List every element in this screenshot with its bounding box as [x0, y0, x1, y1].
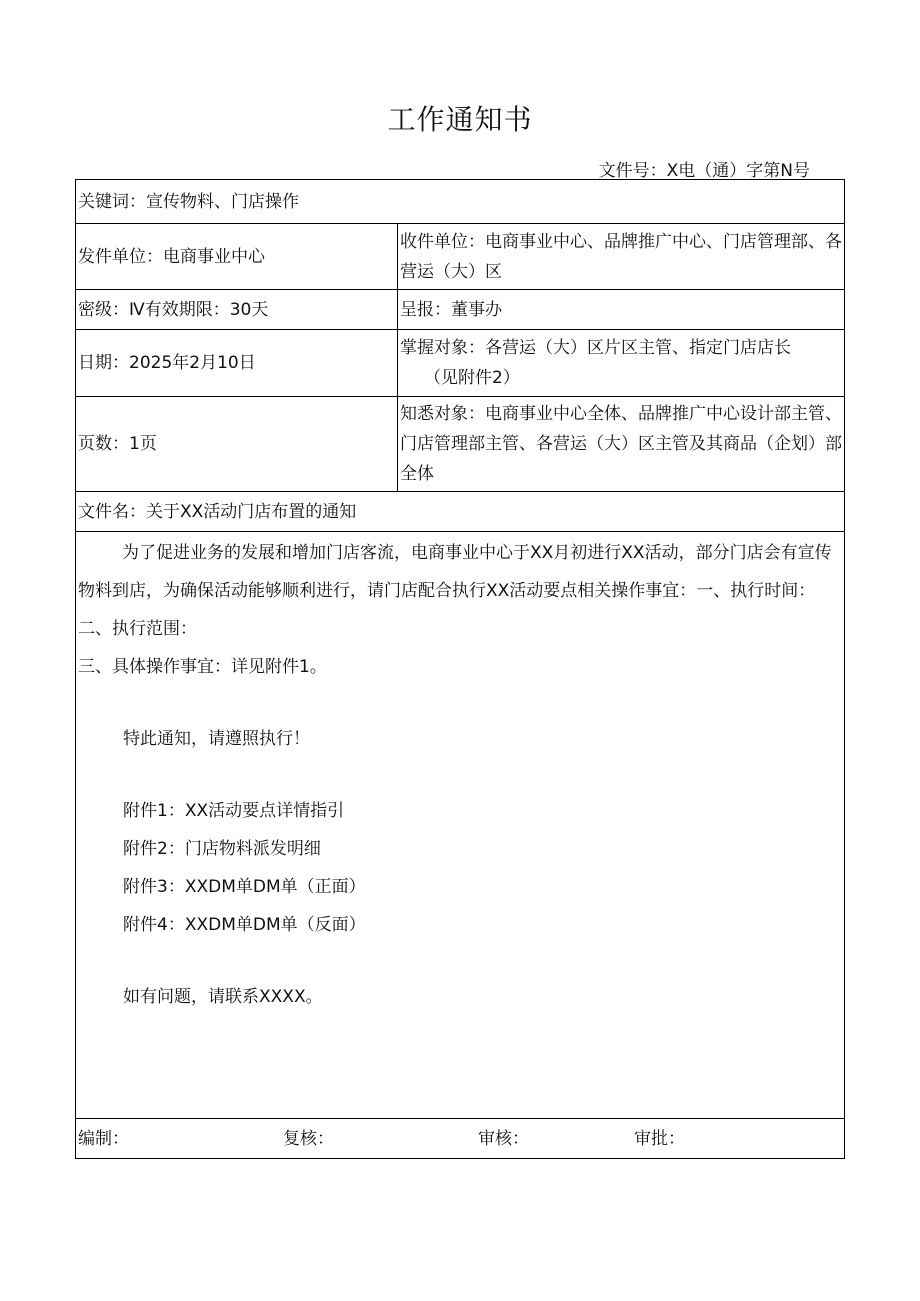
audited-label: 审核： — [478, 1128, 529, 1149]
document-number: 文件号：X电（通）字第N号 — [598, 161, 810, 181]
keywords-cell: 关键词：宣传物料、门店操作 — [76, 180, 845, 224]
report-to-cell: 呈报：董事办 — [398, 290, 845, 330]
body-text — [76, 532, 844, 1016]
sender-cell: 发件单位：电商事业中心 — [76, 224, 398, 290]
receiver-cell: 收件单位：电商事业中心、品牌推广中心、门店管理部、各营运（大）区 — [398, 224, 845, 290]
body-row — [76, 532, 845, 1119]
date-row — [76, 330, 845, 397]
date-cell: 日期：2025年2月10日 — [76, 330, 398, 397]
master-target-text: 掌握对象：各营运（大）区片区主管、指定门店店长 — [400, 338, 791, 358]
body-cell — [76, 532, 845, 1119]
file-name-row — [76, 492, 845, 532]
reviewed-label: 复核： — [283, 1128, 334, 1149]
pages-cell: 页数：1页 — [76, 397, 398, 492]
keywords-row — [76, 180, 845, 224]
pages-row — [76, 397, 845, 492]
document-title: 工作通知书 — [387, 103, 533, 136]
secrecy-row — [76, 290, 845, 330]
know-target-cell: 知悉对象：电商事业中心全体、品牌推广中心设计部主管、门店管理部主管、各营运（大）区主管及其商品（企划）部全体 — [398, 397, 845, 492]
secrecy-cell: 密级：Ⅳ有效期限：30天 — [76, 290, 398, 330]
attachment-2: 附件2：门店物料派发明细 — [123, 839, 321, 859]
approved-label: 审批： — [634, 1128, 685, 1149]
signoff-cell — [76, 1119, 845, 1159]
notice-line: 特此通知，请遵照执行！ — [123, 729, 310, 749]
sender-receiver-row — [76, 224, 845, 290]
prepared-label: 编制： — [78, 1128, 129, 1149]
master-target-cell — [398, 330, 845, 397]
master-target-note: （见附件2） — [424, 368, 520, 388]
notice-form-table — [75, 179, 845, 1159]
signoff-row — [76, 1119, 845, 1159]
body-paragraph-2: 三、具体操作事宜：详见附件1。 — [78, 657, 327, 677]
attachment-1: 附件1：XX活动要点详情指引 — [123, 801, 345, 821]
body-paragraph-1: 为了促进业务的发展和增加门店客流，电商事业中心于XX月初进行XX活动，部分门店会有宣传物料到店，为确保活动能够顺利进行，请门店配合执行XX活动要点相关操作事宜：一、执行时间：二、执行范围： — [78, 543, 832, 639]
contact-line: 如有问题，请联系XXXX。 — [123, 987, 323, 1007]
file-name-cell: 文件名：关于XX活动门店布置的通知 — [76, 492, 845, 532]
attachment-4: 附件4：XXDM单DM单（反面） — [123, 915, 366, 935]
attachment-3: 附件3：XXDM单DM单（正面） — [123, 877, 366, 897]
